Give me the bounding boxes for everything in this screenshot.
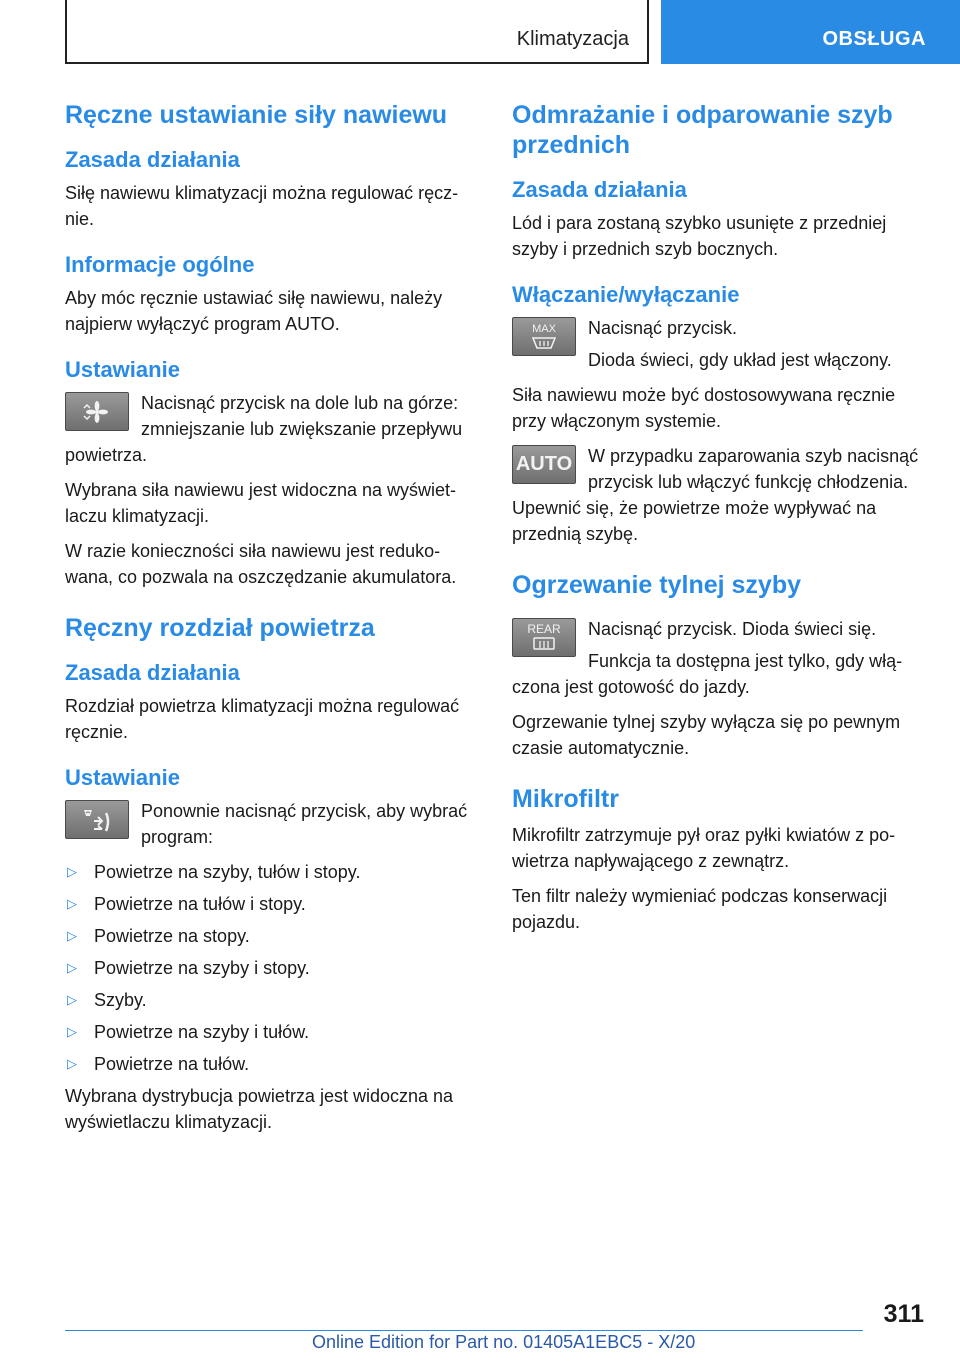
list-item: ▷ Szyby. <box>65 987 477 1013</box>
fan-button-paragraph <box>65 390 477 477</box>
paragraph-microfilter-1: Mikrofiltr zatrzymuje pył oraz pyłki kwiatów z powietrza napływającego z zewnątrz. <box>512 825 896 871</box>
fan-icon <box>65 392 129 431</box>
header-section-title: Klimatyzacja <box>516 28 629 50</box>
subheading-principle-1: Zasada działania <box>65 147 240 172</box>
paragraph-fan-battery: W razie konieczności siła nawiewu jest redukowana, co pozwala na oszczędzanie akumulatora. <box>65 541 457 587</box>
triangle-bullet-icon: ▷ <box>67 992 77 1007</box>
subheading-on-off: Włączanie/wyłączanie <box>512 282 740 307</box>
left-column <box>65 100 477 1144</box>
program-list <box>65 859 477 1077</box>
header-box <box>65 0 649 64</box>
heading-rear-window: Ogrzewanie tylnej szyby <box>512 571 801 599</box>
subheading-principle-3: Zasada działania <box>512 177 687 202</box>
subheading-principle-2: Zasada działania <box>65 660 240 685</box>
subheading-setting-2: Ustawianie <box>65 765 180 790</box>
list-item: ▷ Powietrze na tułów i stopy. <box>65 891 477 917</box>
paragraph-distribution-button: Ponownie nacisnąć przycisk, aby wybrać program: <box>141 801 468 847</box>
paragraph-rear-press: Nacisnąć przycisk. Dioda świeci się. <box>588 619 877 639</box>
header-chapter-tab[interactable] <box>661 0 960 64</box>
list-item: ▷ Powietrze na szyby i stopy. <box>65 955 477 981</box>
list-item: ▷ Powietrze na szyby i tułów. <box>65 1019 477 1045</box>
paragraph-max-manual: Siła nawiewu może być dostosowywana ręcznie przy włączonym systemie. <box>512 385 896 431</box>
paragraph-distribution-display: Wybrana dystrybucja powietrza jest widoczna na wyświetlaczu klimatyzacji. <box>65 1086 454 1132</box>
subheading-general-info: Informacje ogólne <box>65 252 255 277</box>
max-defrost-icon: MAX <box>512 317 576 356</box>
triangle-bullet-icon: ▷ <box>67 896 77 911</box>
paragraph-fan-display: Wybrana siła nawiewu jest widoczna na wyświetlaczu klimatyzacji. <box>65 480 457 526</box>
paragraph-general-info: Aby móc ręcznie ustawiać siłę nawiewu, należy najpierw wyłączyć program AUTO. <box>65 288 443 334</box>
triangle-bullet-icon: ▷ <box>67 1024 77 1039</box>
header-chapter-label: OBSŁUGA <box>822 28 926 50</box>
rear-defrost-icon: REAR <box>512 618 576 657</box>
paragraph-rear-ready: Funkcja ta dostępna jest tylko, gdy włączona jest gotowość do jazdy. <box>512 651 903 697</box>
right-column <box>512 100 924 944</box>
triangle-bullet-icon: ▷ <box>67 1056 77 1071</box>
list-item: ▷ Powietrze na szyby, tułów i stopy. <box>65 859 477 885</box>
paragraph-rear-auto-off: Ogrzewanie tylnej szyby wyłącza się po pewnym czasie automatycznie. <box>512 712 901 758</box>
subheading-setting-1: Ustawianie <box>65 357 180 382</box>
triangle-bullet-icon: ▷ <box>67 960 77 975</box>
paragraph-principle-3: Lód i para zostaną szybko usunięte z przedniej szyby i przednich szyb bocznych. <box>512 213 887 259</box>
list-item: ▷ Powietrze na tułów. <box>65 1051 477 1077</box>
list-item: ▷ Powietrze na stopy. <box>65 923 477 949</box>
paragraph-auto: W przypadku zaparowania szyb nacisnąć przycisk lub włączyć funkcję chłodzenia. Upewnić się, że powietrze może wypływać na przednią szybę. <box>512 446 919 544</box>
heading-defrost: Odmrażanie i odparowanie szyb przednich <box>512 101 893 159</box>
footer-divider <box>65 1330 863 1331</box>
air-distribution-icon <box>65 800 129 839</box>
heading-manual-distribution: Ręczny rozdział powietrza <box>65 614 375 642</box>
page-number: 311 <box>883 1300 924 1328</box>
auto-button-paragraph <box>512 443 924 556</box>
auto-icon: AUTO <box>512 445 576 484</box>
heading-microfilter: Mikrofiltr <box>512 785 619 813</box>
max-button-paragraph <box>512 315 924 382</box>
rear-button-paragraph <box>512 616 924 709</box>
paragraph-microfilter-2: Ten filtr należy wymieniać podczas konserwacji pojazdu. <box>512 886 888 932</box>
paragraph-principle-2: Rozdział powietrza klimatyzacji można regulować ręcznie. <box>65 696 460 742</box>
paragraph-fan-button: Nacisnąć przycisk na dole lub na górze: zmniejszanie lub zwiększanie przepływu powietrza. <box>65 393 463 465</box>
heading-manual-airflow: Ręczne ustawianie siły nawiewu <box>65 101 448 129</box>
triangle-bullet-icon: ▷ <box>67 864 77 879</box>
distribution-button-paragraph <box>65 798 477 859</box>
paragraph-max-press: Nacisnąć przycisk. <box>588 318 738 338</box>
edition-note: Online Edition for Part no. 01405A1EBC5 - X/20 <box>312 1332 696 1352</box>
paragraph-principle-1: Siłę nawiewu klimatyzacji można regulować ręcznie. <box>65 183 459 229</box>
paragraph-max-led: Dioda świeci, gdy układ jest włączony. <box>588 350 892 370</box>
triangle-bullet-icon: ▷ <box>67 928 77 943</box>
